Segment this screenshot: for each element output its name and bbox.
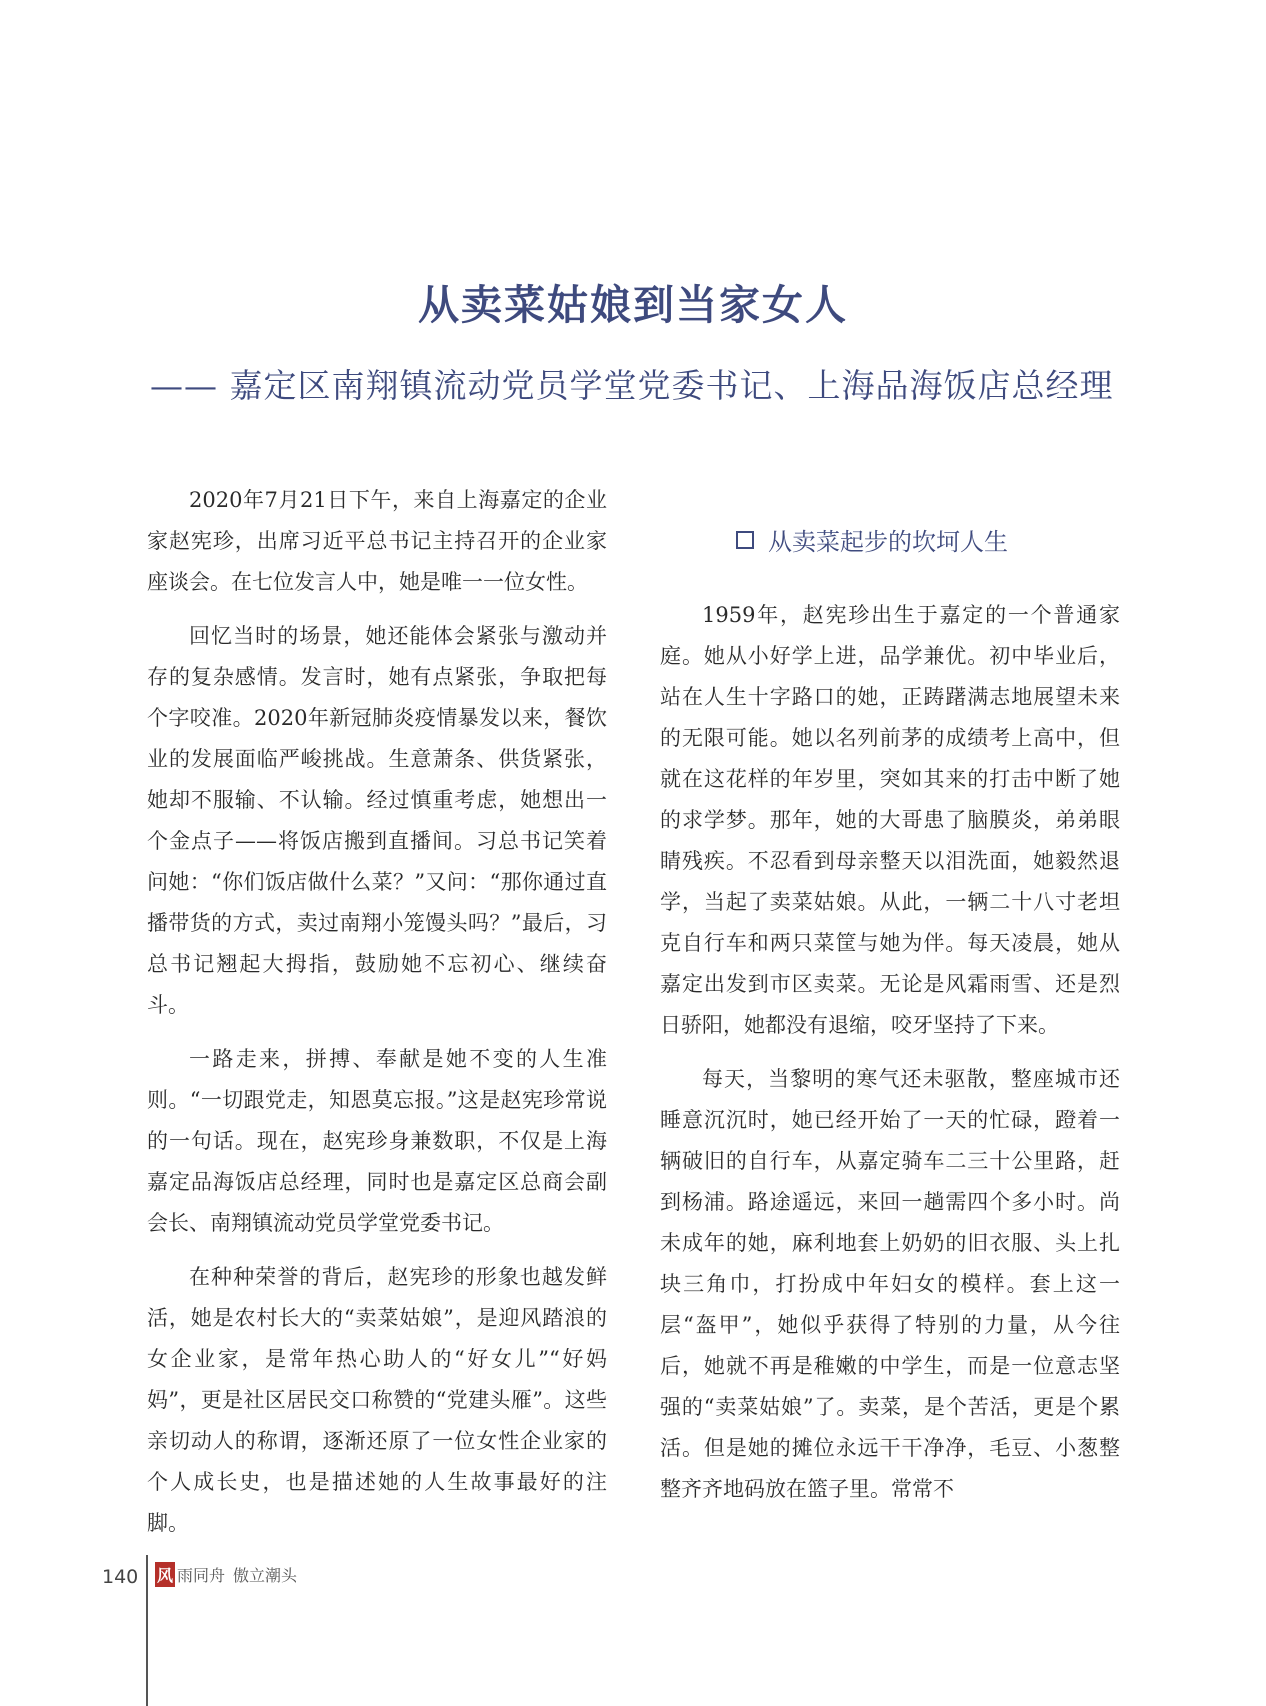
- magazine-logo: 风: [155, 1562, 175, 1587]
- footer-divider: [146, 1555, 148, 1706]
- paragraph: 一路走来，拼搏、奉献是她不变的人生准则。“一切跟党走，知恩莫忘报。”这是赵宪珍常说的一句话。现在，赵宪珍身兼数职，不仅是上海嘉定品海饭店总经理，同时也是嘉定区总商会副会长、南翔镇流动党员学堂党委书记。: [147, 1047, 607, 1235]
- paragraph: 回忆当时的场景，她还能体会紧张与激动并存的复杂感情。发言时，她有点紧张，争取把每个字咬准。2020年新冠肺炎疫情暴发以来，餐饮业的发展面临严峻挑战。生意萧条、供货紧张，她却不服输、不认输。经过慎重考虑，她想出一个金点子——将饭店搬到直播间。习总书记笑着问她：“你们饭店做什么菜？”又问：“那你通过直播带货的方式，卖过南翔小笼馒头吗？”最后，习总书记翘起大拇指，鼓励她不忘初心、继续奋斗。: [147, 624, 607, 1017]
- right-column: [660, 595, 1120, 1523]
- section-heading-text: 从卖菜起步的坎坷人生: [768, 528, 1008, 556]
- column-tagline: 傲立潮头: [233, 1566, 298, 1585]
- magazine-name: 雨同舟: [177, 1566, 226, 1585]
- article-title: 从卖菜姑娘到当家女人: [418, 281, 848, 329]
- square-bullet-icon: [736, 531, 754, 549]
- paragraph: 1959年，赵宪珍出生于嘉定的一个普通家庭。她从小好学上进，品学兼优。初中毕业后，站在人生十字路口的她，正踌躇满志地展望未来的无限可能。她以名列前茅的成绩考上高中，但就在这花样的年岁里，突如其来的打击中断了她的求学梦。那年，她的大哥患了脑膜炎，弟弟眼睛残疾。不忍看到母亲整天以泪洗面，她毅然退学，当起了卖菜姑娘。从此，一辆二十八寸老坦克自行车和两只菜筐与她为伴。每天凌晨，她从嘉定出发到市区卖菜。无论是风霜雨雪、还是烈日骄阳，她都没有退缩，咬牙坚持了下来。: [660, 603, 1120, 1037]
- section-heading: [736, 522, 1008, 557]
- footer-brand: [155, 1562, 297, 1587]
- paragraph: 每天，当黎明的寒气还未驱散，整座城市还睡意沉沉时，她已经开始了一天的忙碌，蹬着一辆破旧的自行车，从嘉定骑车二三十公里路，赶到杨浦。路途遥远，来回一趟需四个多小时。尚未成年的她，麻利地套上奶奶的旧衣服、头上扎块三角巾，打扮成中年妇女的模样。套上这一层“盔甲”，她似乎获得了特别的力量，从今往后，她就不再是稚嫩的中学生，而是一位意志坚强的“卖菜姑娘”了。卖菜，是个苦活，更是个累活。但是她的摊位永远干干净净，毛豆、小葱整整齐齐地码放在篮子里。常常不: [660, 1067, 1120, 1501]
- left-column: [147, 480, 607, 1557]
- paragraph: 2020年7月21日下午，来自上海嘉定的企业家赵宪珍，出席习近平总书记主持召开的企业家座谈会。在七位发言人中，她是唯一一位女性。: [147, 488, 607, 594]
- paragraph: 在种种荣誉的背后，赵宪珍的形象也越发鲜活，她是农村长大的“卖菜姑娘”，是迎风踏浪的女企业家，是常年热心助人的“好女儿”“好妈妈”，更是社区居民交口称赞的“党建头雁”。这些亲切动人的称谓，逐渐还原了一位女性企业家的个人成长史，也是描述她的人生故事最好的注脚。: [147, 1265, 607, 1535]
- article-subtitle: —— 嘉定区南翔镇流动党员学堂党委书记、上海品海饭店总经理: [150, 366, 1114, 405]
- page-number: 140: [102, 1566, 139, 1588]
